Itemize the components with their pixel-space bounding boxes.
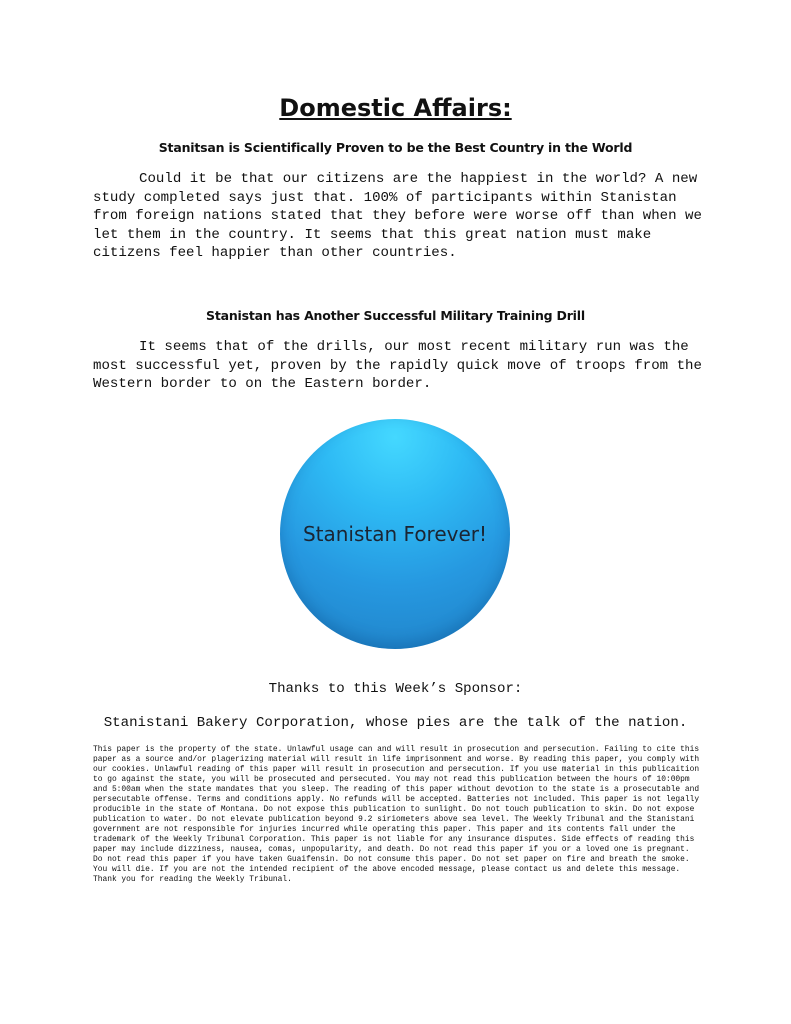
sponsor-heading: Thanks to this Week’s Sponsor:	[268, 681, 523, 697]
article-body-best-country-text: Could it be that our citizens are the happiest in the world? A new study completed says just that. 100% of participants within Stanistan from foreign nations stated that they before were worse off than when we let them in the country. It seems that this great nation must make citizens feel happier than other countries.	[93, 171, 702, 261]
article-body-best-country	[93, 170, 703, 263]
section-title: Domestic Affairs:	[279, 94, 512, 122]
article-body-military-drill-text: It seems that of the drills, our most recent military run was the most successful yet, proven by the rapidly quick move of troops from the Western border to on the Eastern border.	[93, 339, 702, 392]
legal-disclaimer-fine-print: This paper is the property of the state. Unlawful usage can and will result in prosecution and persecution. Failing to cite this paper as a source and/or plagerizing material will result in life imprisonment and worse. By reading this paper, you comply with our cookies. Unlawful reading of this paper will result in prosecution and persecution. If you use material in this publicaition to go against the state, you will be prosecuted and persecuted. You may not read this publication between the hours of 10:00pm and 5:00am when the state mandates that you sleep. The reading of this paper without devotion to the state is a prosecutable and persecutable offense. Terms and conditions apply. No refunds will be accepted. Batteries not included. This paper is not legally producible in the state of Montana. Do not expose this publication to sunlight. Do not touch publication to skin. Do not expose publication to water. Do not elevate publication beyond 9.2 siriometers above sea level. The Weekly Tribunal and the Stanistani government are not responsible for injuries incurred while operating this paper. This paper and its contents fall under the trademark of the Weekly Tribunal Corporation. This paper is not liable for any insurance disputes. Side effects of reading this paper may include dizziness, nausea, comas, unpopularity, and death. Do not read this paper if you or a loved one is pregnant. Do not read this paper if you have taken Guaifensin. Do not consume this paper. Do not set paper on fire and breath the smoke. You will die. If you are not the intended recipient of the above encoded message, please contact us and delete this message. Thank you for reading the Weekly Tribunal.	[93, 745, 700, 884]
article-headline-best-country: Stanitsan is Scientifically Proven to be the Best Country in the World	[158, 140, 633, 155]
sponsor-line: Stanistani Bakery Corporation, whose pies are the talk of the nation.	[103, 715, 688, 731]
article-headline-military-drill: Stanistan has Another Successful Military Training Drill	[206, 308, 585, 323]
ball-graphic-label: Stanistan Forever!	[302, 522, 488, 546]
article-body-military-drill	[93, 338, 703, 394]
stanistan-forever-ball-graphic	[280, 419, 510, 649]
